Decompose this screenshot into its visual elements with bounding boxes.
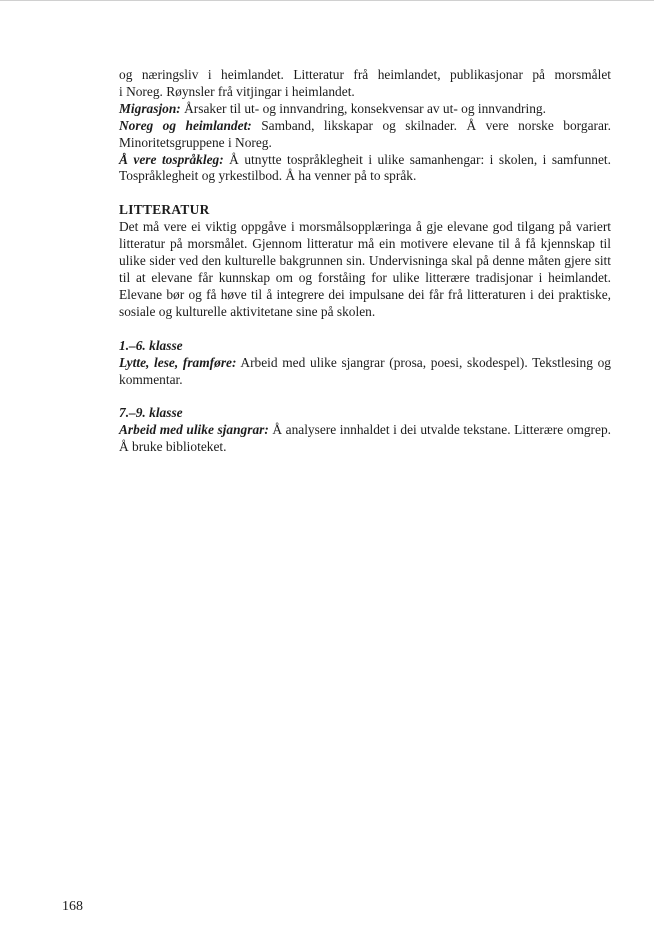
intro-line-1: og næringsliv i heimlandet. Litteratur frå heimlandet, publikasjonar på morsmålet: [119, 67, 611, 82]
grade-term: Lytte, lese, framføre:: [119, 354, 237, 370]
litteratur-body: Det må vere ei viktig oppgåve i morsmålsopplæringa å gje elevane god tilgang på variert litteratur på morsmålet. Gjennom litteratur må ein motivere elevane til å få kjennskap til ulike sider ved den kulturelle bakgrunnen sin. Undervisninga skal på denne måten gjere sitt til at elevane får kunnskap om og forståing for ulike litterære tradisjonar i heimlandet. Elevane bør og få høve til å integrere dei impulsane dei får frå litteraturen i dei praktiske, sosiale og kulturelle aktivitetane sine på skolen.: [119, 219, 611, 319]
section-heading-litteratur: LITTERATUR: [119, 202, 210, 218]
topic-term: Migrasjon:: [119, 100, 181, 116]
topic-tosprakleg: [119, 152, 611, 186]
grade-1-6-item: [119, 355, 611, 389]
grade-text: Å analysere innhaldet i dei utvalde tekstane. Litterære omgrep. Å bruke biblioteket.: [119, 422, 611, 455]
grade-term: Arbeid med ulike sjangrar:: [119, 422, 269, 438]
grade-7-9-item: [119, 422, 611, 456]
topic-text: Årsaker til ut- og innvandring, konsekvensar av ut- og innvandring.: [180, 100, 546, 116]
grade-text: Arbeid med ulike sjangrar (prosa, poesi, skodespel). Tekstlesing og kommentar.: [119, 354, 611, 387]
grade-heading-1-6: 1.–6. klasse: [119, 337, 183, 353]
topic-noreg-og-heimlandet: [119, 118, 611, 152]
topic-term: Å vere tospråkleg:: [119, 151, 224, 167]
page-number: 168: [62, 899, 83, 914]
topic-migrasjon: [119, 101, 611, 118]
topic-text: Samband, likskapar og skilnader. Å vere norske borgarar. Minoritetsgruppene i Noreg.: [119, 117, 611, 150]
page-content: [119, 67, 611, 456]
topic-term: Noreg og heimlandet:: [119, 117, 252, 133]
intro-line-2: i Noreg. Røynsler frå vitjingar i heimlandet.: [119, 83, 355, 99]
topic-text: Å utnytte tospråklegheit i ulike samanhengar: i skolen, i samfunnet. Tospråklegheit og yrkestilbod. Å ha venner på to språk.: [119, 151, 611, 184]
grade-heading-7-9: 7.–9. klasse: [119, 405, 183, 421]
